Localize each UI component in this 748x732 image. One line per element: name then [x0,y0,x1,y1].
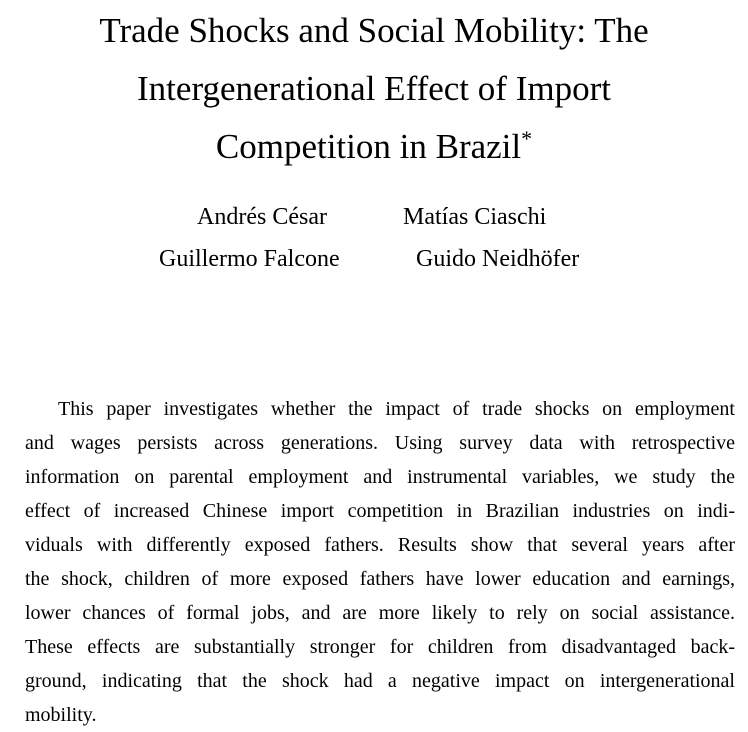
author-row-2 [0,238,748,280]
author-cesar: Andrés César [197,204,327,230]
abstract-line-2: and wages persists across generations. Using survey data with retrospective [25,432,735,454]
abstract-line-10: mobility. [25,704,97,726]
author-list [0,196,748,280]
author-ciaschi: Matías Ciaschi [403,204,547,230]
title-line-2: Intergenerational Effect of Import [137,69,611,108]
abstract-line-3: information on parental employment and instrumental variables, we study the [25,466,735,488]
abstract [25,392,735,732]
abstract-line-7: lower chances of formal jobs, and are more likely to rely on social assistance. [25,602,735,624]
abstract-line-8: These effects are substantially stronger for children from disadvantaged back- [25,636,735,658]
title-footnote-mark[interactable]: * [521,126,533,151]
author-neidhoefer: Guido Neidhöfer [416,246,580,272]
abstract-line-5: viduals with differently exposed fathers. Results show that several years after [25,534,735,556]
abstract-line-4: effect of increased Chinese import competition in Brazilian industries on indi- [25,500,735,522]
title-line-1: Trade Shocks and Social Mobility: The [99,11,649,50]
paper-title [0,2,748,176]
abstract-line-9: ground, indicating that the shock had a negative impact on intergenerational [25,670,735,692]
author-row-1 [0,196,748,238]
author-falcone: Guillermo Falcone [159,246,340,272]
abstract-line-1 [25,392,735,426]
title-line-3-text: Competition in Brazil [215,127,522,166]
abstract-line-6: the shock, children of more exposed fathers have lower education and earnings, [25,568,735,590]
abstract-line-1-text: This paper investigates whether the impact of trade shocks on employment [58,398,735,420]
title-line-3 [0,118,748,176]
